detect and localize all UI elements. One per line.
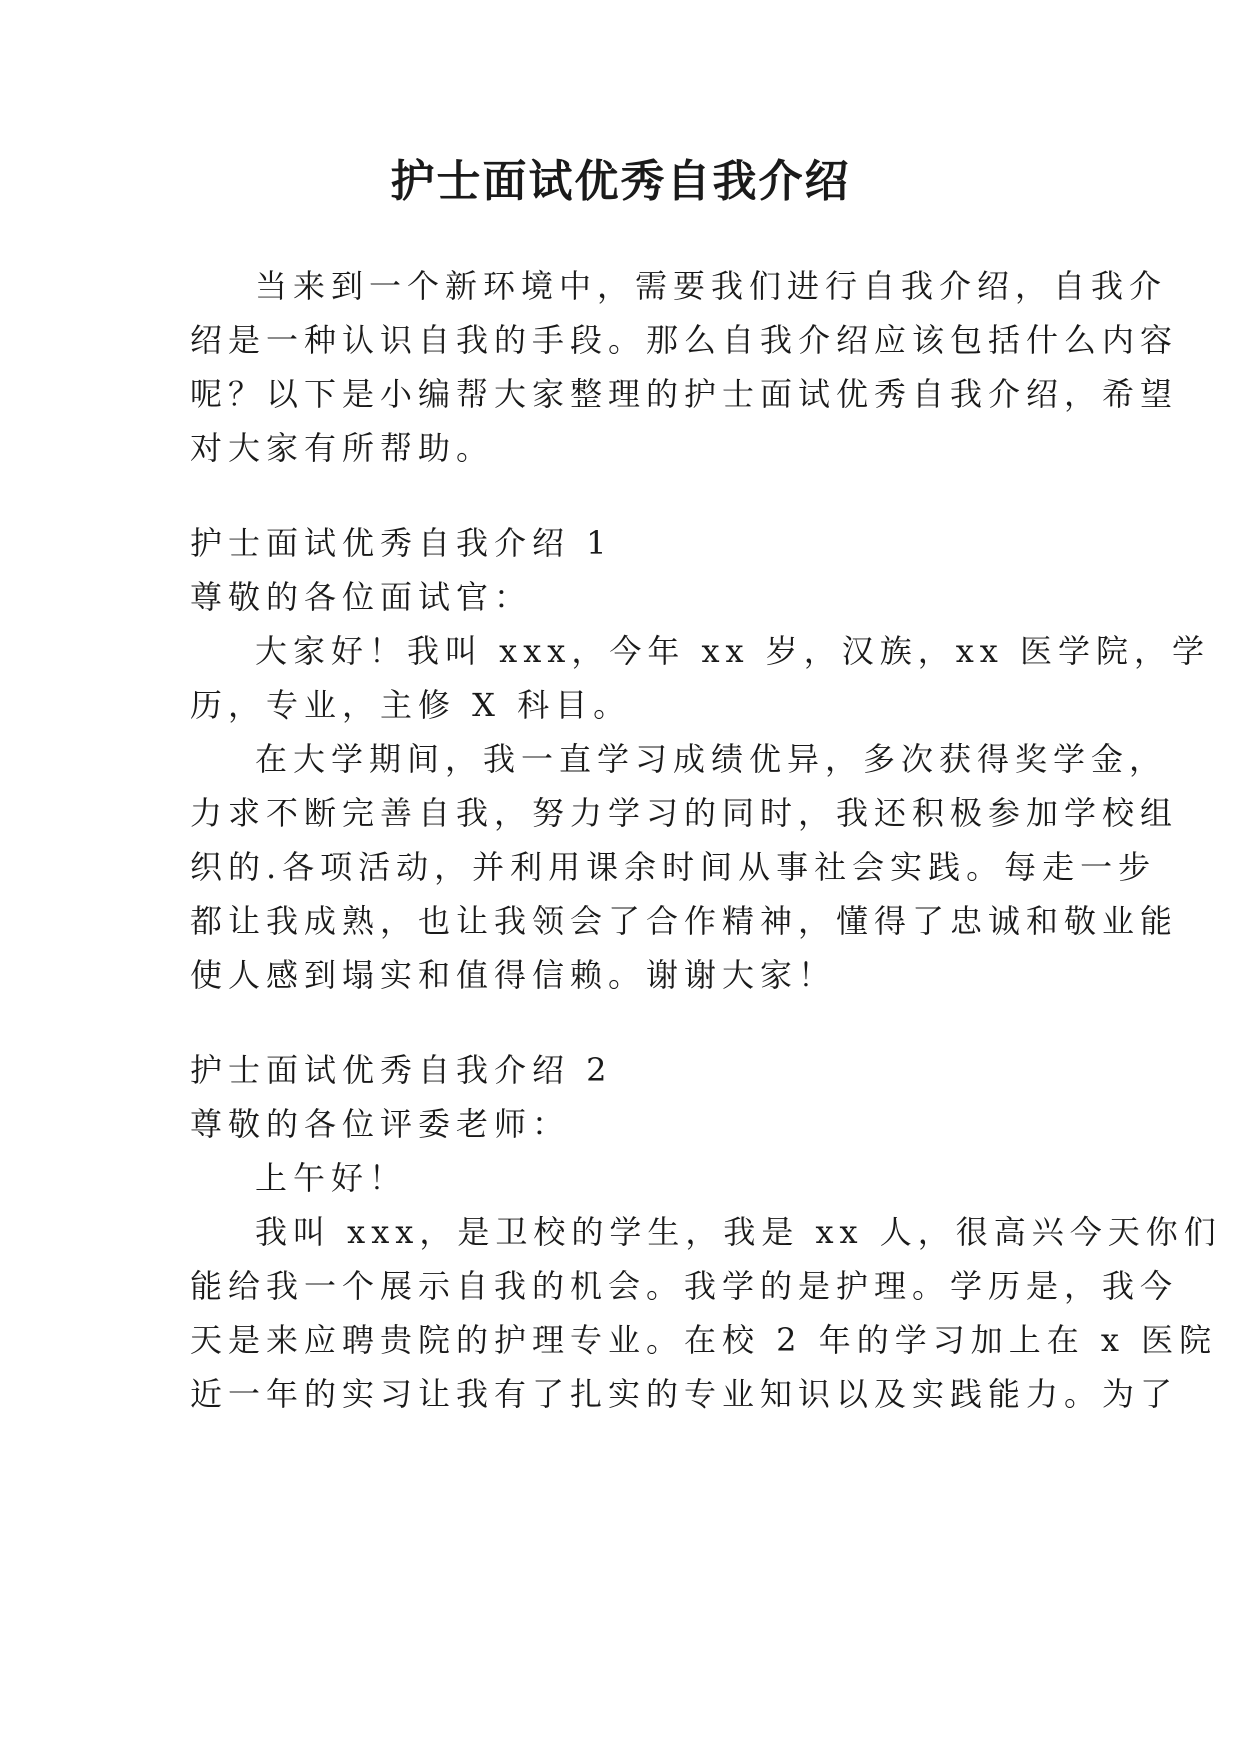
intro-line: 对大家有所帮助。 xyxy=(190,429,495,467)
paragraph-line: 使人感到塌实和值得信赖。谢谢大家！ xyxy=(190,956,837,994)
section-heading: 护士面试优秀自我介绍 1 xyxy=(190,524,613,562)
intro-line: 绍是一种认识自我的手段。那么自我介绍应该包括什么内容 xyxy=(190,321,1179,359)
paragraph-line: 织的.各项活动，并利用课余时间从事社会实践。每走一步 xyxy=(190,848,1157,886)
greeting: 上午好！ xyxy=(255,1159,408,1197)
section-heading: 护士面试优秀自我介绍 2 xyxy=(190,1051,613,1089)
paragraph-line: 都让我成熟，也让我领会了合作精神，懂得了忠诚和敬业能 xyxy=(190,902,1179,940)
paragraph-line: 在大学期间，我一直学习成绩优异，多次获得奖学金， xyxy=(255,740,1168,778)
paragraph-line: 能给我一个展示自我的机会。我学的是护理。学历是，我今 xyxy=(190,1267,1179,1305)
intro-line: 当来到一个新环境中，需要我们进行自我介绍，自我介 xyxy=(255,267,1168,305)
salutation: 尊敬的各位面试官： xyxy=(190,578,533,616)
intro-line: 呢？以下是小编帮大家整理的护士面试优秀自我介绍，希望 xyxy=(190,375,1179,413)
paragraph-line: 力求不断完善自我，努力学习的同时，我还积极参加学校组 xyxy=(190,794,1179,832)
paragraph-line: 天是来应聘贵院的护理专业。在校 2 年的学习加上在 x 医院 xyxy=(190,1321,1218,1359)
paragraph-line: 近一年的实习让我有了扎实的专业知识以及实践能力。为了 xyxy=(190,1375,1179,1413)
paragraph-line: 历，专业，主修 X 科目。 xyxy=(190,686,632,724)
document-title: 护士面试优秀自我介绍 xyxy=(390,156,851,207)
paragraph-line: 我叫 xxx，是卫校的学生，我是 xx 人，很高兴今天你们 xyxy=(255,1213,1222,1251)
paragraph-line: 大家好！我叫 xxx，今年 xx 岁，汉族，xx 医学院，学 xyxy=(255,632,1211,670)
salutation: 尊敬的各位评委老师： xyxy=(190,1105,571,1143)
